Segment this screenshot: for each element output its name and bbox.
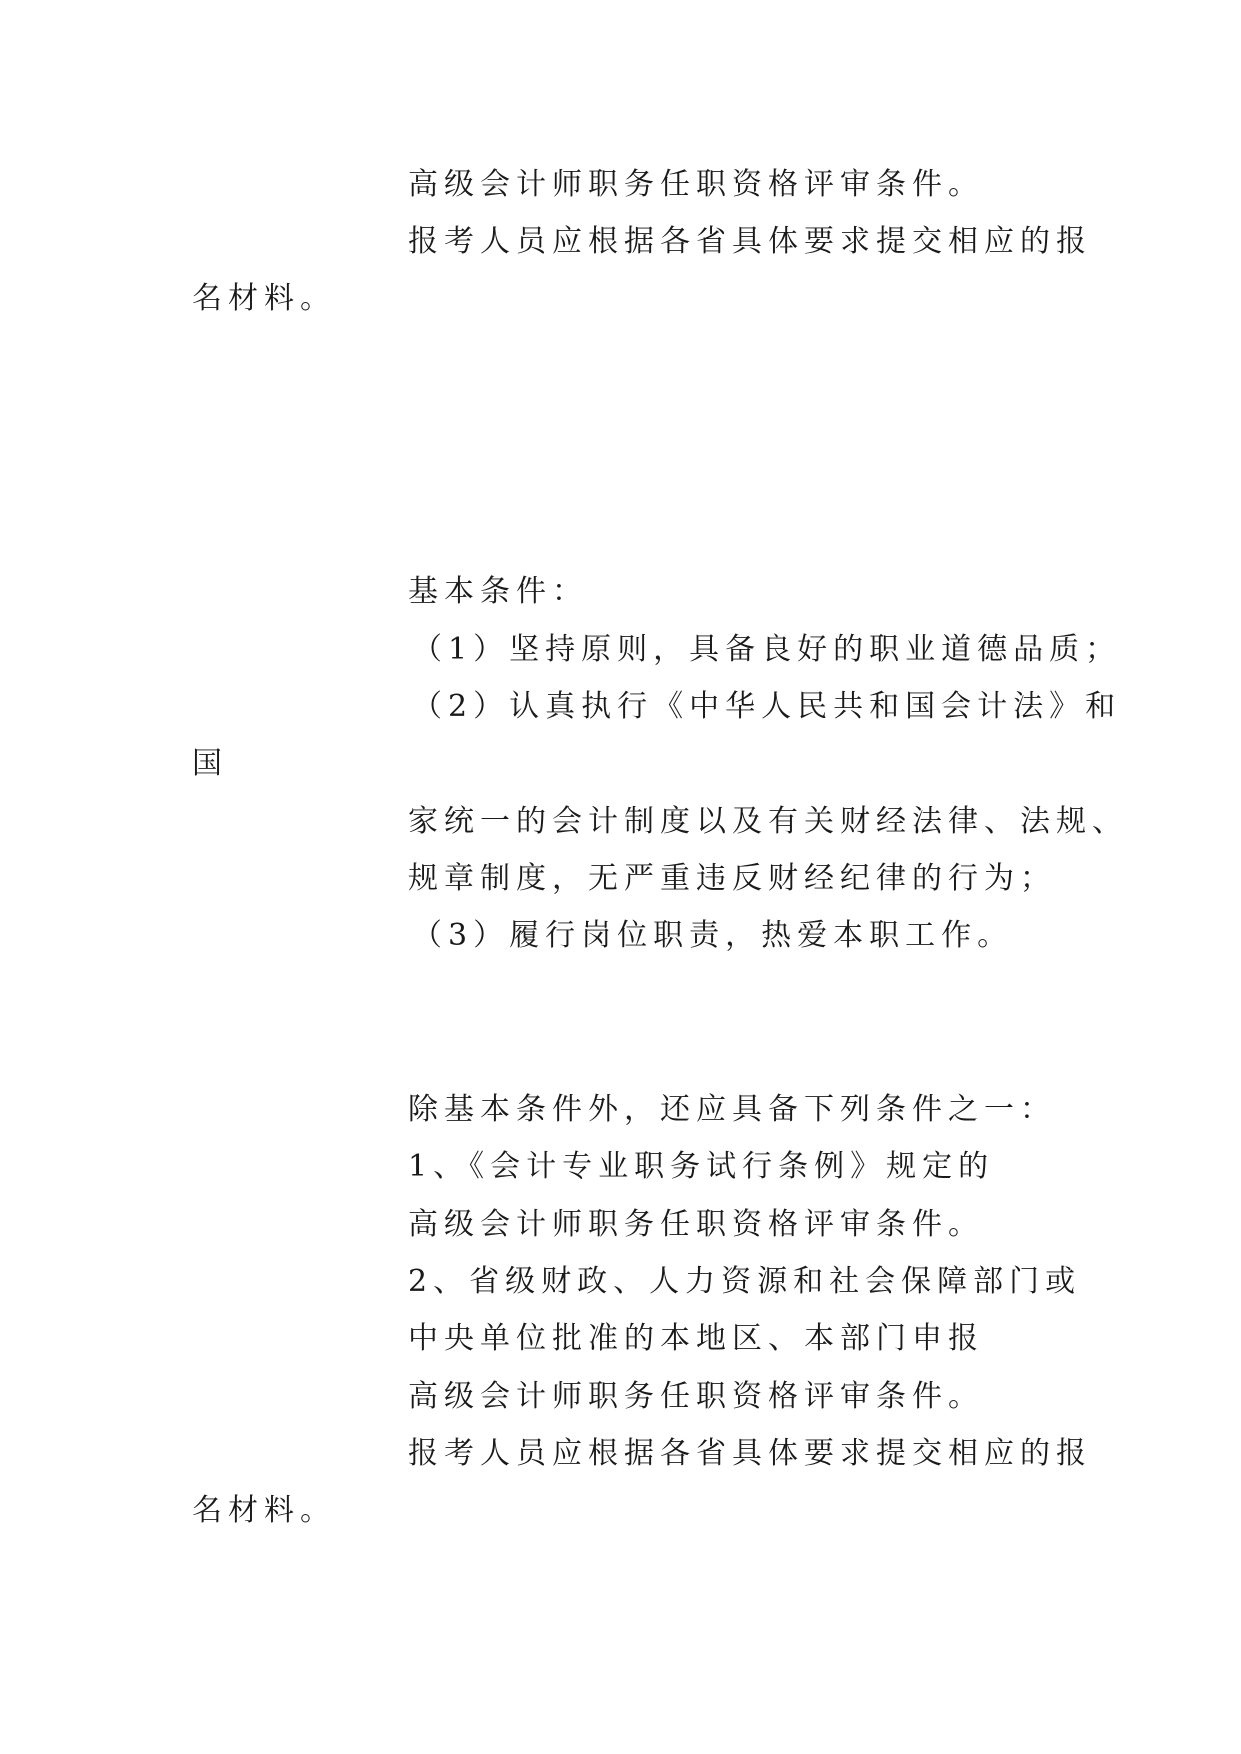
- section-heading: 基本条件：: [408, 574, 588, 609]
- text-line: （2）认真执行《中华人民共和国会计法》和: [412, 689, 1122, 724]
- text-line: 高级会计师职务任职资格评审条件。: [408, 167, 984, 202]
- text-line: （3）履行岗位职责，热爱本职工作。: [412, 918, 1014, 953]
- text-line: 中央单位批准的本地区、本部门申报: [408, 1321, 984, 1356]
- text-line: 高级会计师职务任职资格评审条件。: [408, 1379, 984, 1414]
- text-line: 2、省级财政、人力资源和社会保障部门或: [408, 1264, 1082, 1299]
- text-line: 规章制度，无严重违反财经纪律的行为；: [408, 861, 1056, 896]
- text-line: 国: [192, 746, 228, 781]
- text-line: （1）坚持原则，具备良好的职业道德品质；: [412, 632, 1122, 667]
- text-line: 1、《会计专业职务试行条例》规定的: [408, 1149, 995, 1184]
- text-line: 名材料。: [192, 1493, 336, 1528]
- text-line: 报考人员应根据各省具体要求提交相应的报: [408, 1436, 1092, 1471]
- text-line: 高级会计师职务任职资格评审条件。: [408, 1207, 984, 1242]
- section-heading: 除基本条件外，还应具备下列条件之一：: [408, 1092, 1056, 1127]
- text-line: 名材料。: [192, 281, 336, 316]
- text-line: 报考人员应根据各省具体要求提交相应的报: [408, 224, 1092, 259]
- text-line: 家统一的会计制度以及有关财经法律、法规、: [408, 804, 1128, 839]
